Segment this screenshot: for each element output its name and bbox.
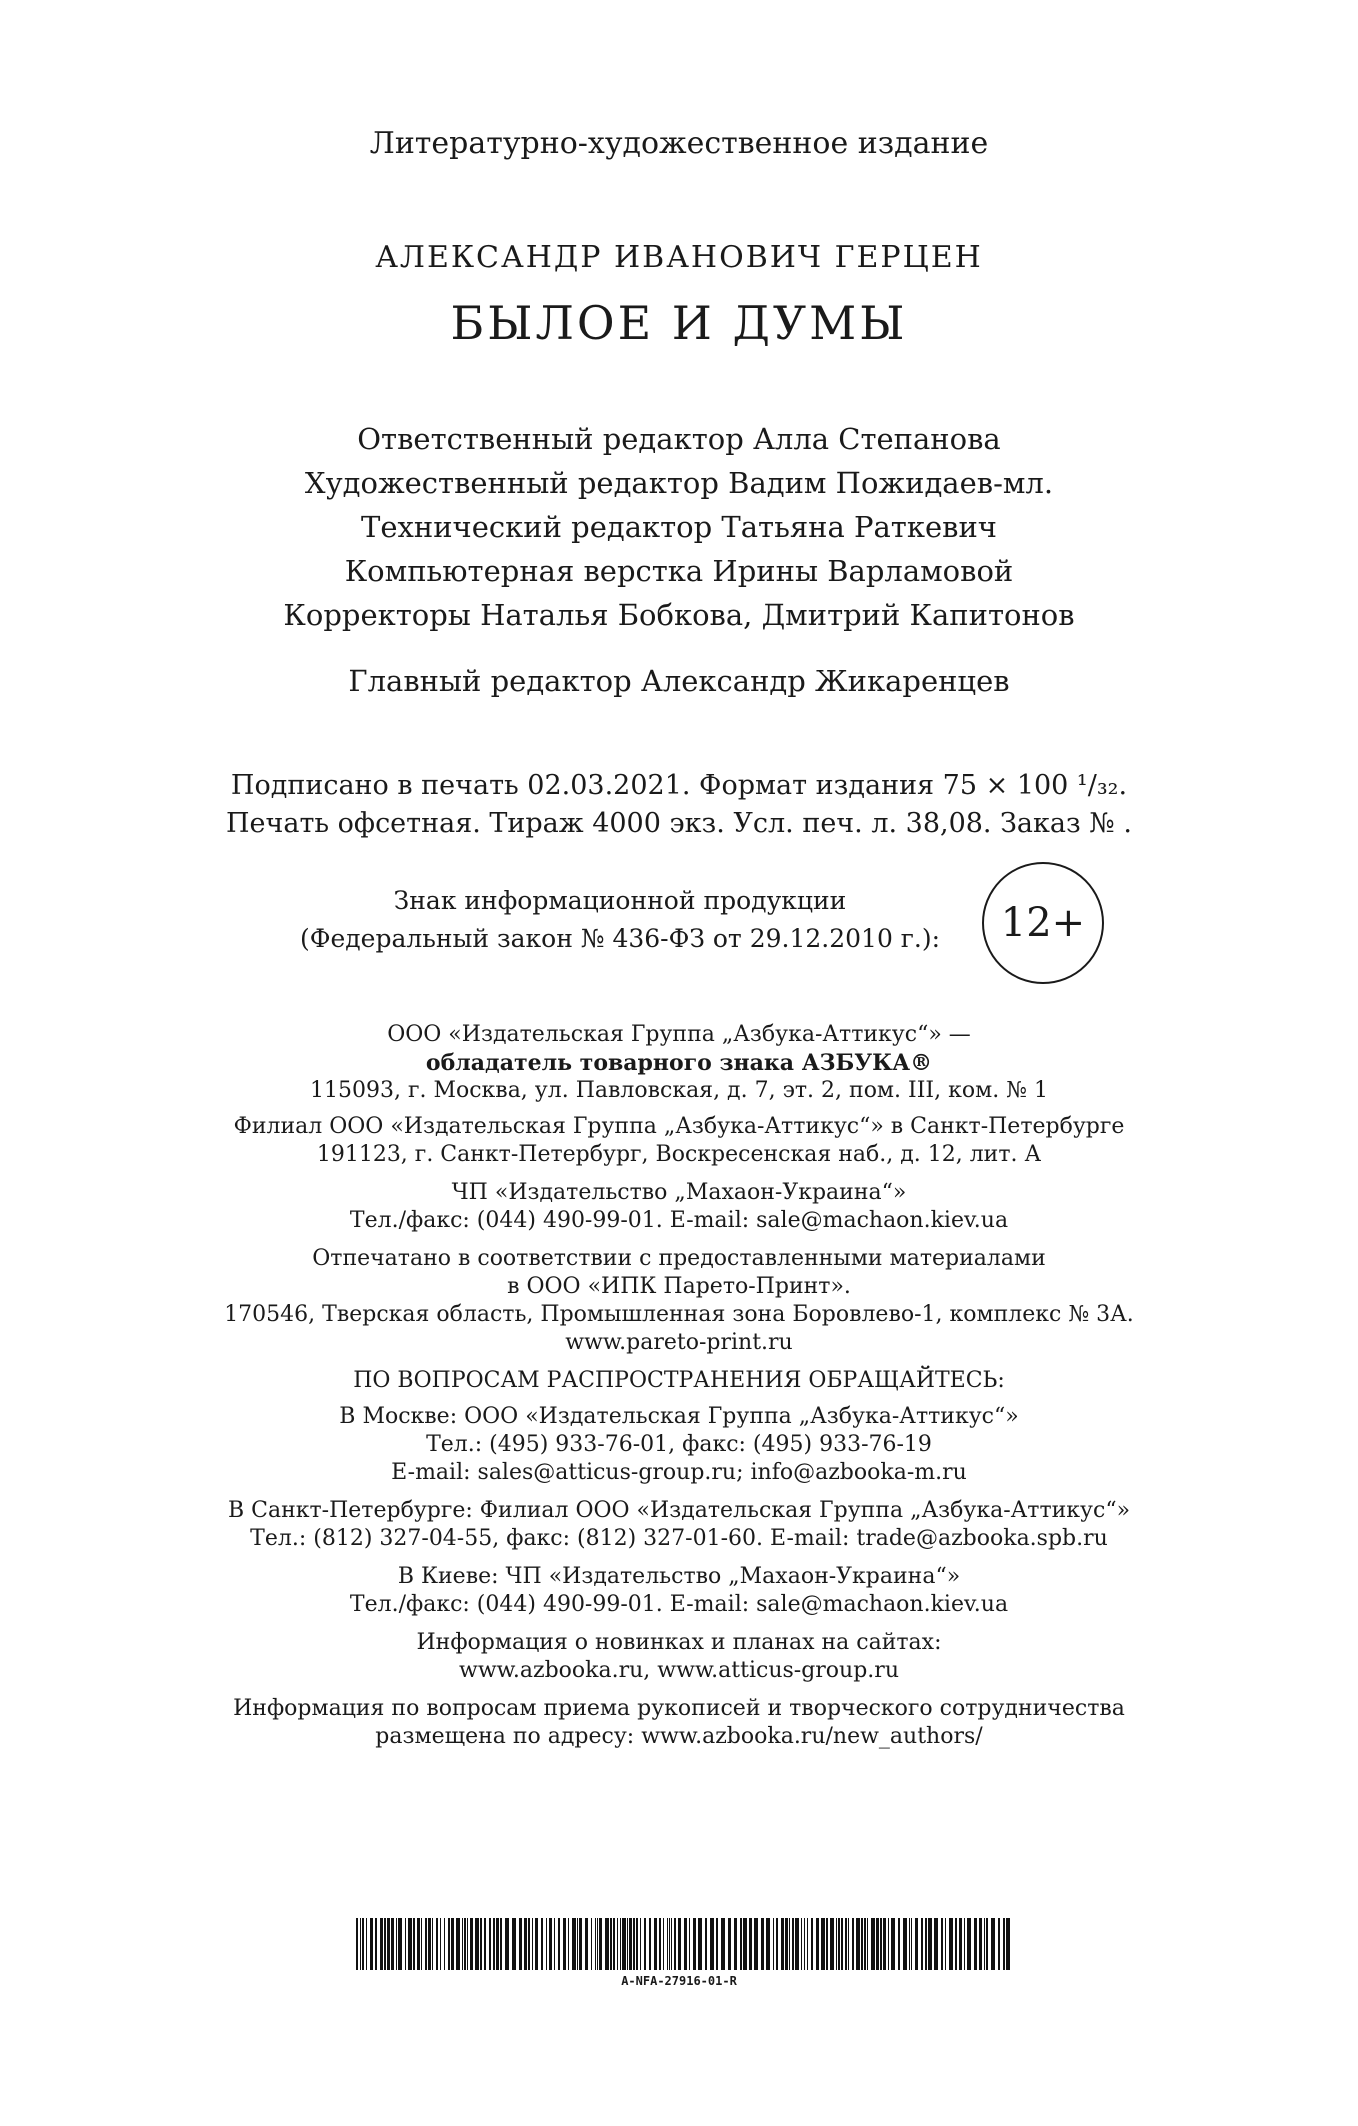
credit-line: Корректоры Наталья Бобкова, Дмитрий Капитонов: [283, 598, 1075, 632]
book-title: БЫЛОЕ И ДУМЫ: [450, 296, 908, 350]
distribution-moscow-phone: Тел.: (495) 933-76-01, факс: (495) 933-76-19: [426, 1432, 932, 1457]
manuscripts-url: размещена по адресу: www.azbooka.ru/new_authors/: [375, 1724, 983, 1749]
info-sign-label: [290, 882, 950, 958]
print-info-line: Подписано в печать 02.03.2021. Формат издания 75 × 100 ¹/₃₂.: [230, 770, 1128, 801]
distribution-kiev-contact: Тел./факс: (044) 490-99-01. E-mail: sale@machaon.kiev.ua: [349, 1592, 1009, 1617]
printer-line: в ООО «ИПК Парето-Принт».: [507, 1274, 851, 1299]
barcode-text: A-NFA-27916-01-R: [621, 1974, 737, 1988]
publisher-line: обладатель товарного знака АЗБУКА®: [425, 1050, 933, 1076]
printer-website: www.pareto-print.ru: [565, 1330, 793, 1355]
info-sign-law: (Федеральный закон № 436-ФЗ от 29.12.2010 г.):: [299, 924, 941, 953]
distribution-heading: ПО ВОПРОСАМ РАСПРОСТРАНЕНИЯ ОБРАЩАЙТЕСЬ:: [353, 1368, 1005, 1393]
chief-editor-line: Главный редактор Александр Жикаренцев: [348, 664, 1010, 698]
barcode-image: [356, 1918, 1010, 1970]
distribution-moscow: В Москве: ООО «Издательская Группа „Азбука-Аттикус“»: [339, 1404, 1019, 1429]
branch-address: 191123, г. Санкт-Петербург, Воскресенская наб., д. 12, лит. А: [316, 1142, 1042, 1167]
distribution-kiev: В Киеве: ЧП «Издательство „Махаон-Украина“»: [397, 1564, 961, 1589]
manuscripts-info: Информация по вопросам приема рукописей и творческого сотрудничества: [233, 1696, 1125, 1721]
ukraine-publisher-line: ЧП «Издательство „Махаон-Украина“»: [451, 1180, 907, 1205]
credit-line: Технический редактор Татьяна Раткевич: [361, 510, 997, 544]
ukraine-contact-line: Тел./факс: (044) 490-99-01. E-mail: sale@machaon.kiev.ua: [349, 1208, 1009, 1233]
age-rating-badge: 12+: [982, 862, 1104, 984]
websites-info: Информация о новинках и планах на сайтах:: [416, 1630, 942, 1655]
websites-list: www.azbooka.ru, www.atticus-group.ru: [459, 1658, 899, 1683]
distribution-spb-contact: Тел.: (812) 327-04-55, факс: (812) 327-01-60. E-mail: trade@azbooka.spb.ru: [250, 1526, 1108, 1551]
genre-line: Литературно-художественное издание: [369, 126, 989, 161]
printer-line: Отпечатано в соответствии с предоставленными материалами: [312, 1246, 1046, 1271]
distribution-spb: В Санкт-Петербурге: Филиал ООО «Издательская Группа „Азбука-Аттикус“»: [227, 1498, 1131, 1523]
publisher-line: ООО «Издательская Группа „Азбука-Аттикус“» —: [387, 1022, 971, 1047]
author-name: АЛЕКСАНДР ИВАНОВИЧ ГЕРЦЕН: [375, 240, 983, 275]
print-info-line: Печать офсетная. Тираж 4000 экз. Усл. печ. л. 38,08. Заказ № .: [225, 808, 1133, 839]
credit-line: Художественный редактор Вадим Пожидаев-мл.: [304, 466, 1054, 500]
credit-line: Ответственный редактор Алла Степанова: [357, 422, 1001, 456]
distribution-moscow-email: E-mail: sales@atticus-group.ru; info@azbooka-m.ru: [391, 1460, 967, 1485]
publisher-address: 115093, г. Москва, ул. Павловская, д. 7, эт. 2, пом. III, ком. № 1: [309, 1078, 1048, 1103]
branch-line: Филиал ООО «Издательская Группа „Азбука-Аттикус“» в Санкт-Петербурге: [233, 1114, 1125, 1139]
credit-line: Компьютерная верстка Ирины Варламовой: [344, 554, 1014, 588]
info-sign-line: Знак информационной продукции: [393, 886, 847, 915]
printer-address: 170546, Тверская область, Промышленная зона Боровлево-1, комплекс № 3А.: [224, 1302, 1134, 1327]
